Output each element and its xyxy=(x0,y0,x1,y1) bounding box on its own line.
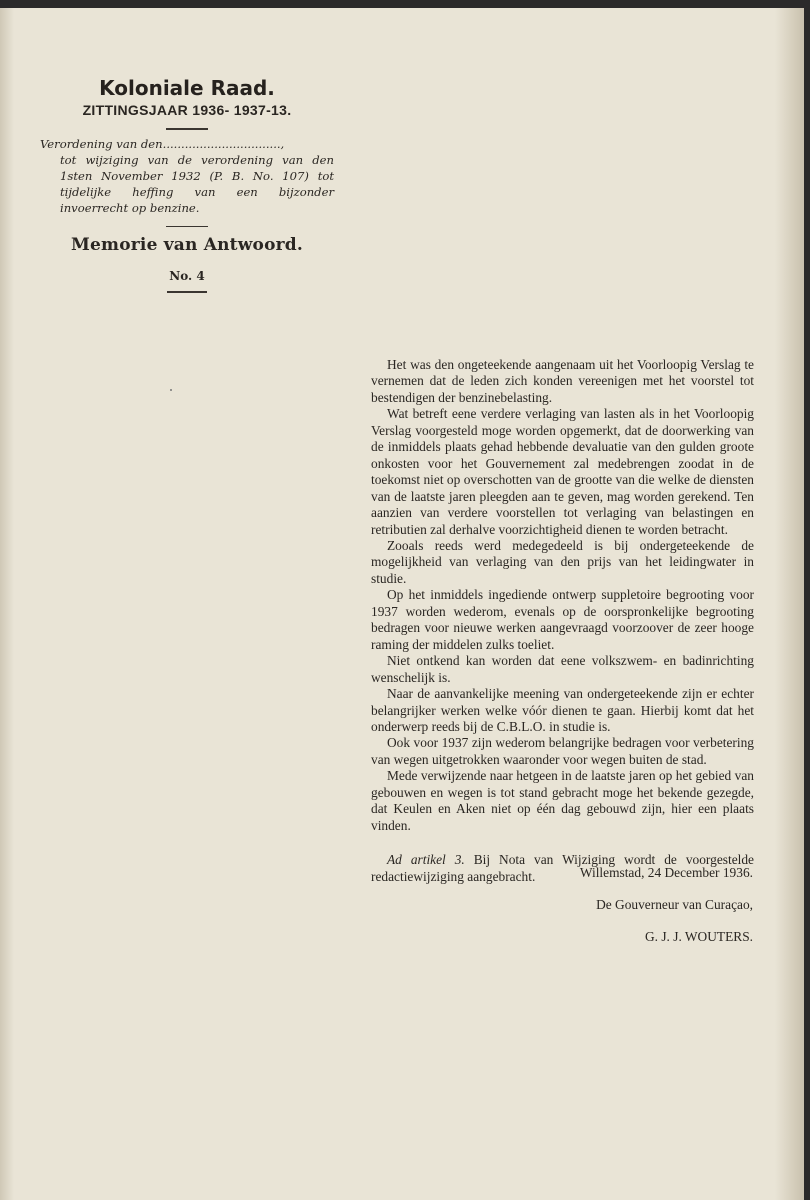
document-number: No. 4 xyxy=(169,269,205,283)
paragraph: Zooals reeds werd medegedeeld is bij ondergeteekende de mogelijkheid van verlaging van den prijs van het leidingwater in studie. xyxy=(371,537,754,586)
paragraph: Het was den ongeteekende aangenaam uit het Voorloopig Verslag te vernemen dat de leden zich konden vereenigen met het voorstel tot bestendigen der benzinebelasting. xyxy=(371,357,754,405)
page-gutter xyxy=(0,8,14,1200)
article-label: Ad artikel 3. xyxy=(387,852,465,868)
signature-name: G. J. J. WOUTERS. xyxy=(644,929,753,944)
body-text xyxy=(371,357,754,885)
divider xyxy=(166,226,208,228)
paragraph: Wat betreft eene verdere verlaging van lasten als in het Voorloopig Verslag voorgesteld moge worden opgemerkt, dat de doorwerking van de inmiddels plaats gehad hebbende devaluatie van den gulden groote onkosten voor het Gouvernement zal medebrengen zoodat in de toekomst niet op overschotten van de grootte van die welke de diensten van de laatste jaren pleegden aan te geven, mag worden gerekend. Ten aanzien van verdere voorstellen tot verlaging van belastingen en retributien zal derhalve voorzichtigheid dienen te worden betracht. xyxy=(371,406,754,537)
place-date: Willemstad, 24 December 1936. xyxy=(579,865,753,880)
divider xyxy=(167,291,207,293)
divider xyxy=(166,128,208,130)
header-block xyxy=(40,76,334,293)
paragraph: Ook voor 1937 zijn wederom belangrijke bedragen voor verbetering van wegen uitgetrokken waaronder voor wegen buiten de stad. xyxy=(371,735,754,767)
session-year: ZITTINGSJAAR 1936- 1937-13. xyxy=(82,102,292,118)
speck xyxy=(170,389,172,391)
subject-first-line: Verordening van den................................, xyxy=(40,136,285,151)
document-title: Memorie van Antwoord. xyxy=(71,235,303,255)
signatory-title: De Gouverneur van Curaçao, xyxy=(596,897,753,912)
paragraph: Op het inmiddels ingediende ontwerp suppletoire begrooting voor 1937 worden wederom, evenals op de oorspronkelijke begrooting bedragen voor nieuwe werken aangevraagd voorzoover de zeer hooge raming der middelen zulks toeliet. xyxy=(371,587,754,652)
paragraph: Naar de aanvankelijke meening van ondergeteekende zijn er echter belangrijker werken welke vóór dienen te gaan. Hierbij komt dat het onderwerp reeds bij de C.B.L.O. in studie is. xyxy=(371,686,754,734)
subject-description: tot wijziging van de verordening van den 1sten November 1932 (P. B. No. 107) tot tijdelijke heffing van een bijzonder invoerrecht op benzine. xyxy=(60,152,334,215)
council-name: Koloniale Raad. xyxy=(99,76,275,100)
document-page xyxy=(0,8,804,1200)
page-fold xyxy=(775,8,804,1200)
article-text: Bij Nota van Wijziging wordt de voorgestelde redactiewijziging aangebracht. xyxy=(371,852,754,884)
paragraph: Niet ontkend kan worden dat eene volkszwem- en badinrichting wenschelijk is. xyxy=(371,653,754,685)
paragraph: Mede verwijzende naar hetgeen in de laatste jaren op het gebied van gebouwen en wegen is tot stand gebracht moge het bekende gezegde, dat Keulen en Aken niet op één dag gebouwd zijn, hier een plaats vinden. xyxy=(371,768,754,833)
subject xyxy=(40,136,334,216)
